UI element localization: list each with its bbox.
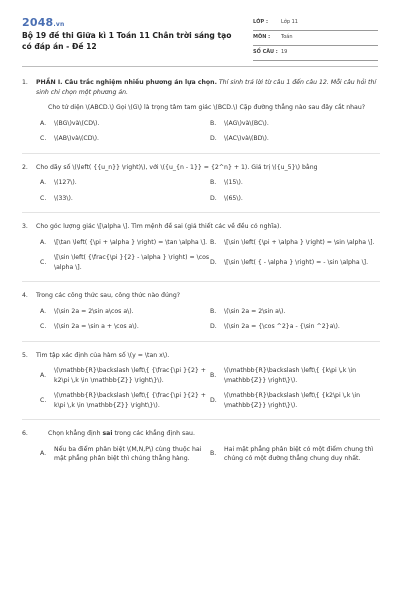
logo-suffix: .vn (53, 21, 65, 28)
option-b[interactable]: B. \(\mathbb{R}\backslash \left\{ {k\pi \,k \in \mathbb{Z}} \right\}\). (210, 367, 357, 384)
question-3 (22, 222, 380, 272)
option-d[interactable]: D. \(\mathbb{R}\backslash \left\{ {k2\pi \,k \in \mathbb{Z}} \right\}\). (210, 392, 360, 409)
option-a[interactable]: A. \(\mathbb{R}\backslash \left\{ {\frac{\pi }{2} + k2\pi \,k \in \mathbb{Z}} \right\}\). (40, 367, 206, 384)
part-note: Thí sinh trả lời từ câu 1 đến câu 12. Mỗi câu hỏi thí sinh chỉ chọn một phương án. (36, 79, 377, 96)
meta-subject-row (253, 32, 378, 46)
question-divider (22, 153, 380, 154)
options-grid (40, 445, 380, 464)
question-divider (22, 212, 380, 213)
logo-text: 2048 (22, 16, 54, 29)
exam-content (22, 78, 380, 473)
question-6 (22, 429, 380, 464)
option-b[interactable]: B. Hai mặt phẳng phân biệt có một điểm chung thì chúng có một đường thẳng chung duy nhất. (210, 445, 374, 462)
options-grid (40, 238, 380, 273)
option-d[interactable]: D. \[\sin \left( { - \alpha } \right) = - \sin \alpha \]. (210, 258, 369, 266)
options-grid (40, 119, 380, 144)
option-b[interactable]: B. \(AG\)và\(BC\). (210, 119, 269, 127)
option-a[interactable]: A. \(\sin 2a = 2\sin a\cos a\). (40, 307, 134, 315)
site-logo[interactable] (22, 16, 64, 29)
question-divider (22, 281, 380, 282)
option-d[interactable]: D. \(65\). (210, 194, 243, 202)
option-b[interactable]: B. \(15\). (210, 179, 243, 186)
question-number: 3. (22, 223, 28, 230)
part-heading: PHẦN I. Câu trắc nghiệm nhiều phương án lựa chọn. (36, 79, 217, 86)
options-grid (40, 178, 380, 203)
option-b[interactable]: B. \[\sin \left( {\pi + \alpha } \right) = \sin \alpha \]. (210, 238, 375, 246)
question-number: 6. (22, 430, 28, 437)
question-divider (22, 341, 380, 342)
option-a[interactable]: A. \(BG\)và\(CD\). (40, 119, 100, 127)
question-divider (22, 419, 380, 420)
question-text: Cho góc lượng giác \[\alpha \]. Tìm mệnh đề sai (giả thiết các về đều có nghĩa). (36, 223, 282, 230)
question-number: 1. (22, 79, 28, 86)
option-c[interactable]: C. \(\mathbb{R}\backslash \left\{ {\frac{\pi }{2} + k\pi \,k \in \mathbb{Z}} \right\}\). (40, 392, 206, 409)
option-a[interactable]: A. Nếu ba điểm phân biệt \(M,N,P\) cùng thuộc hai mặt phẳng phân biệt thì chúng thẳng hàng. (40, 445, 202, 462)
meta-count-label: SỐ CÂU : (253, 49, 278, 55)
option-d[interactable]: D. \(AC\)và\(BD\). (210, 135, 269, 142)
option-d[interactable]: D. \(\sin 2a = {\cos ^2}a - {\sin ^2}a\). (210, 323, 340, 330)
meta-class-label: LỚP : (253, 19, 268, 25)
exam-meta (253, 17, 378, 61)
options-grid (40, 307, 380, 332)
meta-count-value: 19 (281, 49, 288, 55)
question-text: Cho dãy số \(\left( {{u_n}} \right)\), với \({u_{n - 1}} = {2^n} + 1). Giá trị \({u_5}\) bằng (36, 163, 318, 171)
question-5 (22, 351, 380, 411)
meta-class-row (253, 17, 378, 31)
header-divider (22, 66, 378, 67)
question-text: Trong các công thức sau, công thức nào đúng? (36, 292, 181, 299)
meta-class-value: Lớp 11 (281, 19, 298, 25)
question-number: 4. (22, 292, 28, 299)
option-c[interactable]: C. \(33\). (40, 194, 73, 202)
options-grid (40, 366, 380, 410)
question-1 (22, 78, 380, 144)
question-number: 2. (22, 163, 28, 171)
option-c[interactable]: C. \(AB\)và\(CD\). (40, 135, 99, 142)
option-c[interactable]: C. \(\sin 2a = \sin a + \cos a\). (40, 323, 139, 330)
option-b[interactable]: B. \(\sin 2a = 2\sin a\). (210, 307, 286, 315)
question-2 (22, 163, 380, 204)
option-a[interactable]: A. \(127\). (40, 179, 77, 186)
question-text: Tìm tập xác định của hàm số \(y = \tan x\). (36, 351, 170, 359)
question-text: Cho tứ diện \(ABCD.\) Gọi \(G\) là trọng tâm tam giác \(BCD.\) Cặp đường thẳng nào sau đây cắt nhau? (48, 104, 366, 111)
question-text: Chọn khẳng định sai trong các khẳng định sau. (48, 430, 195, 437)
question-number: 5. (22, 351, 28, 359)
option-a[interactable]: A. \[\tan \left( {\pi + \alpha } \right) = \tan \alpha \]. (40, 238, 208, 246)
meta-subject-label: MÔN : (253, 34, 271, 40)
meta-subject-value: Toán (281, 34, 293, 40)
option-c[interactable]: C. \[\sin \left( {\frac{\pi }{2} - \alpha } \right) = \cos \alpha \]. (40, 254, 210, 271)
document-title: Bộ 19 đề thi Giữa kì 1 Toán 11 Chân trời sáng tạo có đáp án - Đề 12 (22, 31, 232, 51)
question-4 (22, 291, 380, 332)
part-instructions (36, 78, 380, 97)
meta-count-row (253, 47, 378, 61)
